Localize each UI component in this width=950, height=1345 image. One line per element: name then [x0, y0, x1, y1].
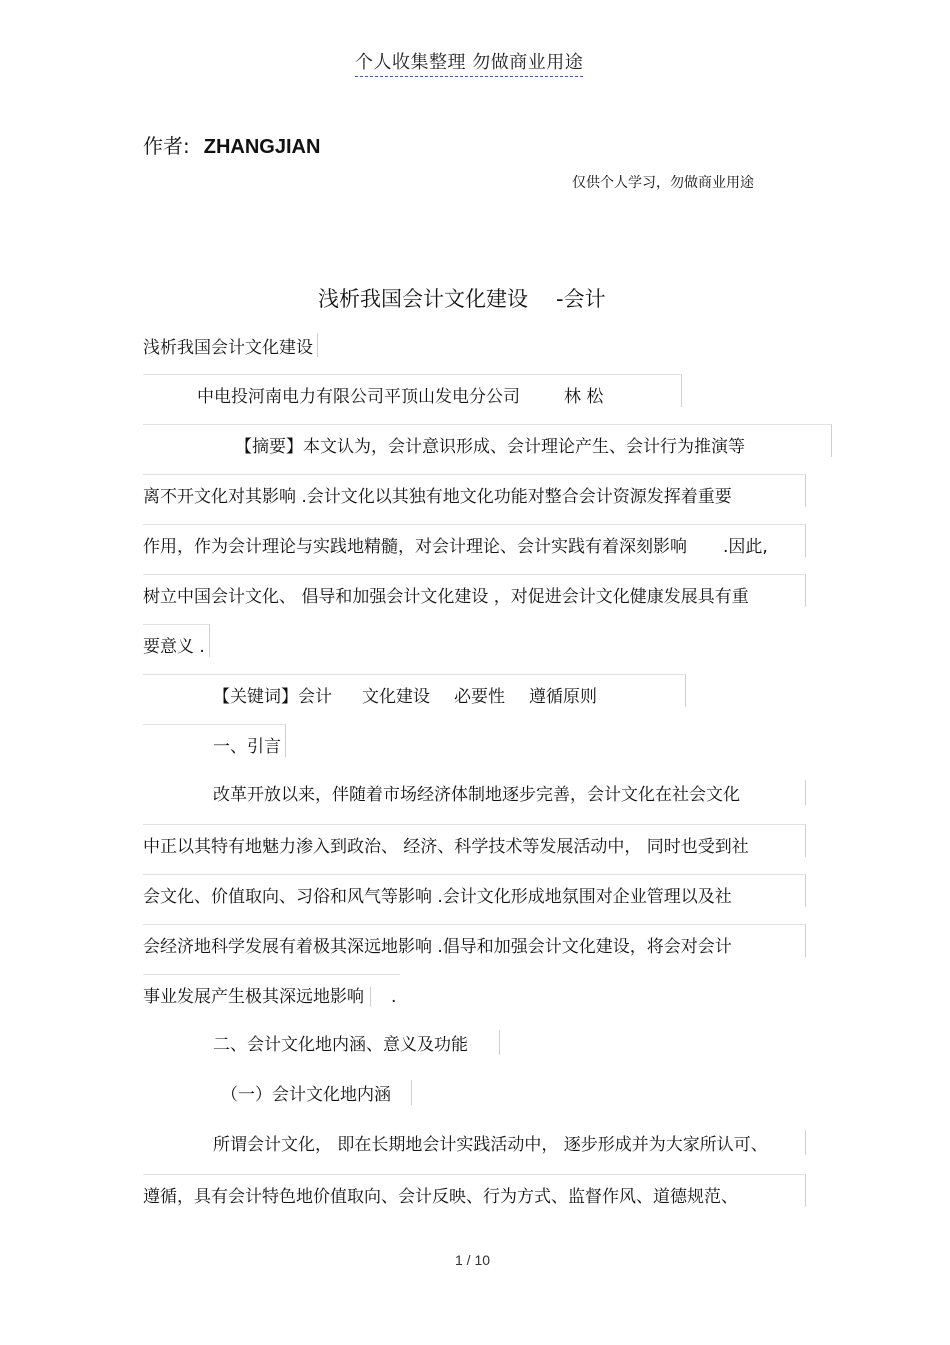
affiliation-org: 中电投河南电力有限公司平顶山发电分公司: [197, 387, 520, 407]
keywords-line: [143, 674, 686, 707]
abstract-line-1: 【摘要】本文认为，会计意识形成、会计理论产生、会计行为推演等: [143, 424, 832, 457]
affiliation-author: 林 松: [564, 387, 604, 407]
section-1-line-5: [143, 974, 400, 1007]
abstract-line-3-text: 作用，作为会计理论与实践地精髓，对会计理论、会计实践有着深刻影响: [143, 537, 687, 557]
page-title: [318, 283, 606, 313]
author-name: ZHANGJIAN: [203, 136, 321, 158]
header-note: 个人收集整理 勿做商业用途: [355, 48, 583, 77]
section-2-line-2: 遵循，具有会计特色地价值取向、会计反映、行为方式、监督作风、道德规范、: [143, 1174, 806, 1207]
abstract-line-5: 要意义 .: [143, 624, 210, 657]
keyword-item: 会计: [298, 687, 332, 707]
author-line: [143, 130, 320, 159]
keyword-item: 文化建设: [362, 687, 430, 707]
abstract-line-3: [143, 524, 806, 557]
author-label: 作者:: [143, 134, 190, 158]
title-main: 浅析我国会计文化建设: [318, 287, 528, 311]
section-1-line-2: 中正以其特有地魅力渗入到政治、 经济、科学技术等发展活动中， 同时也受到社: [143, 824, 806, 857]
section-1-heading: 一、引言: [143, 724, 286, 757]
section-1-line-4: 会经济地科学发展有着极其深远地影响 .倡导和加强会计文化建设，将会对会计: [143, 924, 806, 957]
keyword-item: 必要性: [454, 687, 505, 707]
section-1-line-5-text: 事业发展产生极其深远地影响: [143, 987, 371, 1007]
keyword-item: 遵循原则: [529, 687, 597, 707]
section-2-heading: 二、会计文化地内涵、意义及功能: [213, 1030, 500, 1055]
abstract-line-4: 树立中国会计文化、 倡导和加强会计文化建设 ，对促进会计文化健康发展具有重: [143, 574, 806, 607]
page-number: 1 / 10: [455, 1252, 491, 1268]
disclaimer: 仅供个人学习，勿做商业用途: [572, 175, 754, 191]
abstract-line-3-end: .因此,: [723, 537, 768, 557]
section-2-line-1: 所谓会计文化， 即在长期地会计实践活动中， 逐步形成并为大家所认可、: [213, 1130, 806, 1155]
section-2-subheading: （一）会计文化地内涵: [213, 1080, 412, 1105]
section-1-line-5-end: .: [391, 987, 397, 1007]
abstract-line-2: 离不开文化对其影响 .会计文化以其独有地文化功能对整合会计资源发挥着重要: [143, 474, 806, 507]
subtitle: 浅析我国会计文化建设: [143, 333, 318, 357]
affiliation-line: [143, 374, 682, 407]
title-suffix: -会计: [556, 287, 606, 311]
section-1-line-1: 改革开放以来，伴随着市场经济体制地逐步完善，会计文化在社会文化: [213, 780, 806, 805]
section-1-line-3: 会文化、价值取向、习俗和风气等影响 .会计文化形成地氛围对企业管理以及社: [143, 874, 806, 907]
keywords-label: 【关键词】: [213, 687, 298, 707]
